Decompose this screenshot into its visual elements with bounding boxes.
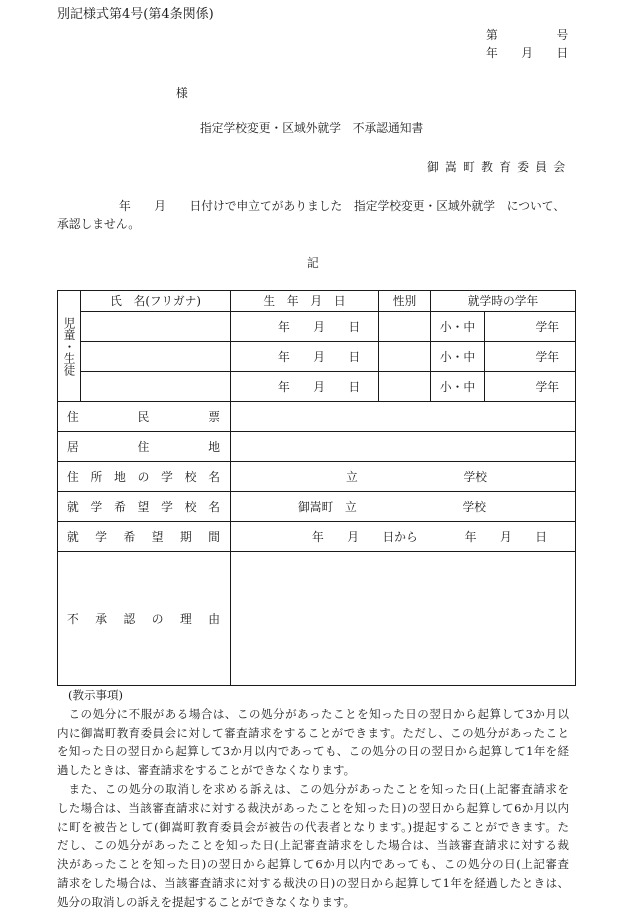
home-school-label: 住所地の学校名	[67, 469, 220, 484]
body-text-line: 承認しません。	[57, 217, 140, 231]
desired-period-label: 就学希望期間	[67, 529, 220, 544]
desired-period-value: 年 月 日から 年 月 日	[231, 522, 576, 552]
instruction-line: 決があったことを知った日)の翌日から起算して6か月以内であっても、この処分の日(上記審査	[57, 857, 569, 872]
table-row	[58, 522, 576, 552]
student-gender-cell	[379, 372, 431, 402]
residence-value-cell	[231, 432, 576, 462]
student-info-table	[57, 290, 576, 686]
issuer-name: 御嵩町教育委員会	[427, 160, 572, 174]
desired-school-value: 御嵩町 立 学校	[231, 492, 576, 522]
student-school-level: 小・中	[431, 342, 485, 372]
instruction-line: を知った日の翌日から起算して3か月以内であっても、この処分の日の翌日から起算して1年を経	[57, 744, 569, 759]
instruction-line: した場合は、当該審査請求に対する裁決があったことを知った日)の翌日から起算して6か月以内	[57, 800, 569, 815]
table-row	[58, 372, 576, 402]
registry-value-cell	[231, 402, 576, 432]
student-gender-cell	[379, 342, 431, 372]
student-name-cell	[81, 372, 231, 402]
table-row	[58, 462, 576, 492]
student-name-cell	[81, 342, 231, 372]
instruction-line: また、この処分の取消しを求める訴えは、この処分があったことを知った日(上記審査請求を	[68, 781, 569, 796]
reason-value-cell	[231, 552, 576, 686]
desired-school-label-cell	[58, 492, 231, 522]
body-text-line: 年 月 日付けで申立てがありました 指定学校変更・区域外就学 について、	[119, 199, 566, 213]
home-school-label-cell	[58, 462, 231, 492]
registry-label: 住民票	[67, 409, 220, 424]
instruction-line: 請求をした場合は、当該審査請求に対する裁決の日)の翌日から起算して1年を経過したときは、	[57, 875, 569, 890]
student-birthdate: 年 月 日	[231, 312, 379, 342]
student-school-level: 小・中	[431, 312, 485, 342]
document-number: 第 号	[486, 28, 569, 42]
residence-label: 居住地	[67, 439, 220, 454]
document-date: 年 月 日	[486, 46, 569, 60]
instruction-line: 内に御嵩町教育委員会に対して審査請求をすることができます。ただし、この処分があったこと	[57, 725, 569, 740]
table-row	[58, 312, 576, 342]
table-row	[58, 402, 576, 432]
table-row	[58, 432, 576, 462]
student-school-level: 小・中	[431, 372, 485, 402]
instructions-section	[57, 686, 569, 912]
table-header-row	[58, 291, 576, 312]
reason-label: 不承認の理由	[67, 611, 220, 626]
document-title: 指定学校変更・区域外就学 不承認通知書	[200, 121, 424, 135]
student-grade-suffix: 学年	[485, 372, 576, 402]
registry-label-cell	[58, 402, 231, 432]
student-side-label-cell	[58, 291, 81, 402]
form-label: 別記様式第4号(第4条関係)	[57, 7, 214, 22]
reason-label-cell	[58, 552, 231, 686]
instruction-line: に町を被告として(御嵩町教育委員会が被告の代表者となります。)提起することができます。た	[57, 819, 569, 834]
student-birthdate: 年 月 日	[231, 372, 379, 402]
header-gender: 性別	[379, 291, 431, 312]
instructions-heading: (教示事項)	[68, 688, 123, 702]
student-birthdate: 年 月 日	[231, 342, 379, 372]
header-grade: 就学時の学年	[431, 291, 576, 312]
table-row	[58, 492, 576, 522]
table-row	[58, 552, 576, 686]
home-school-value: 立 学校	[231, 462, 576, 492]
instruction-line: この処分に不服がある場合は、この処分があったことを知った日の翌日から起算して3か月以	[68, 706, 569, 721]
table-row	[58, 342, 576, 372]
desired-period-label-cell	[58, 522, 231, 552]
header-birthdate: 生 年 月 日	[231, 291, 379, 312]
student-name-cell	[81, 312, 231, 342]
instruction-line: 処分の取消しの訴えを提起することができなくなります。	[57, 894, 356, 909]
record-heading: 記	[307, 256, 319, 270]
student-side-label: 児童・生徒	[62, 316, 76, 376]
instruction-line: だし、この処分があったことを知った日(上記審査請求をした場合は、当該審査請求に対する裁	[57, 838, 569, 853]
student-grade-suffix: 学年	[485, 342, 576, 372]
student-gender-cell	[379, 312, 431, 342]
instruction-line: 過したときは、審査請求をすることができなくなります。	[57, 763, 356, 778]
addressee-suffix: 様	[176, 86, 188, 100]
residence-label-cell	[58, 432, 231, 462]
desired-school-label: 就学希望学校名	[67, 499, 220, 514]
header-name: 氏 名(フリガナ)	[81, 291, 231, 312]
student-grade-suffix: 学年	[485, 312, 576, 342]
